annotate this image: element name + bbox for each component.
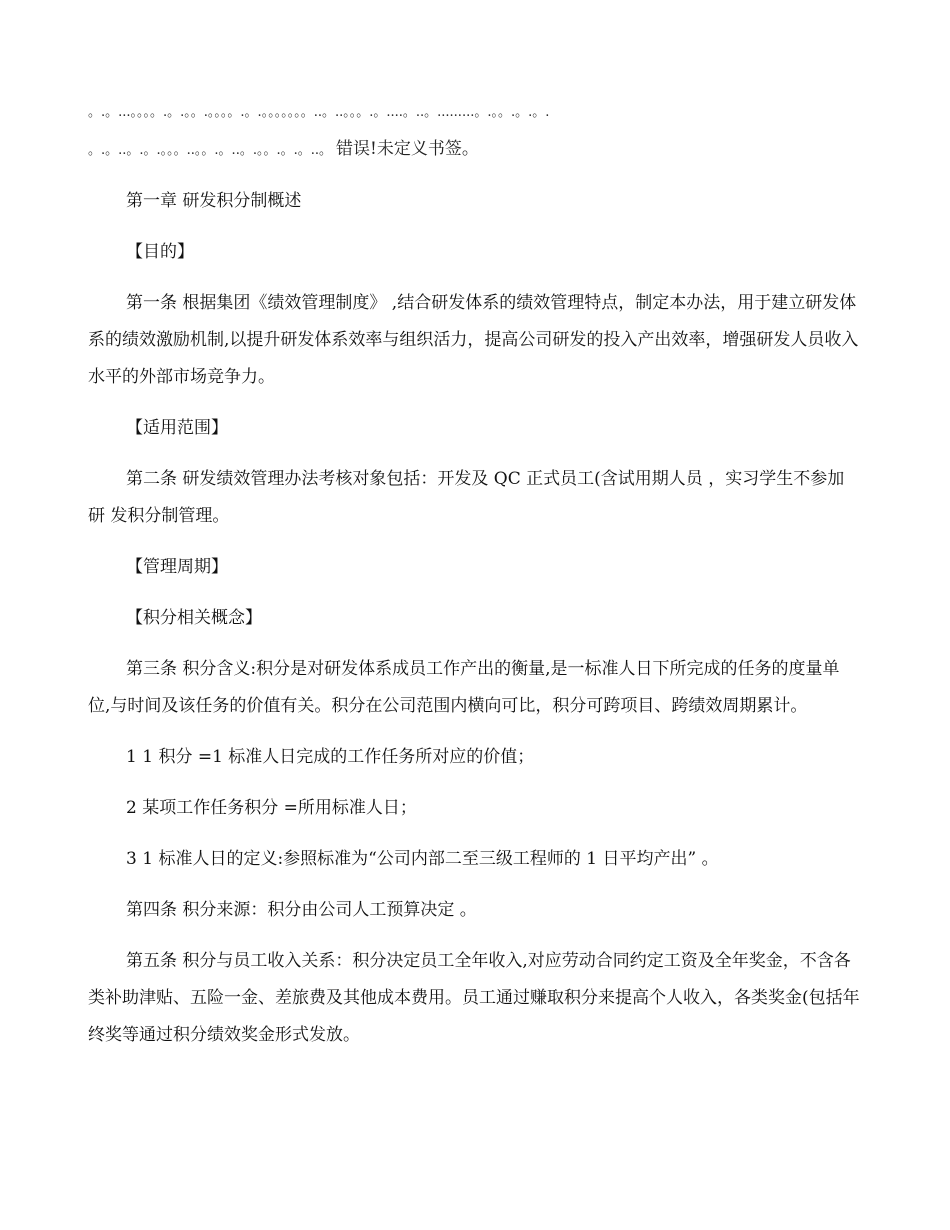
list-item-2: 2 某项工作任务积分 =所用标准人日； [126, 798, 417, 818]
toc-leader-line-2 [88, 131, 860, 169]
toc-leader-line-1: 。.。...。。。。.。.。。.。。。。.。.。。。。。。。..。..。。。.。....。..。.........。.。。.。.。. [88, 105, 550, 120]
list-item-1: 1 1 积分 =1 标准人日完成的工作任务所对应的价值； [126, 747, 535, 767]
toc-error-text: 错误!未定义书签。 [336, 139, 479, 159]
period-heading: 【管理周期】 [126, 557, 228, 577]
scope-heading: 【适用范围】 [126, 418, 228, 438]
list-item-3: 3 1 标准人日的定义:参照标准为“公司内部二至三级工程师的 1 日平均产出” 。 [126, 849, 719, 869]
article-3: 第三条 积分含义:积分是对研发体系成员工作产出的衡量,是一标准人日下所完成的任务的度量单 位,与时间及该任务的价值有关。积分在公司范围内横向可比，积分可跨项目、跨绩效周期累计。 [88, 659, 840, 716]
article-4: 第四条 积分来源：积分由公司人工预算决定 。 [126, 900, 477, 920]
chapter-title: 第一章 研发积分制概述 [126, 191, 302, 211]
article-1: 第一条 根据集团《绩效管理制度》 ,结合研发体系的绩效管理特点，制定本办法，用于建立研发体 系的绩效激励机制,以提升研发体系效率与组织活力，提高公司研发的投入产出效率，增强研发人员收入 水平的外部市场竞争力。 [88, 293, 859, 387]
document-page [88, 94, 860, 1054]
purpose-heading: 【目的】 [126, 242, 194, 262]
concept-heading: 【积分相关概念】 [126, 608, 262, 628]
toc-leader-dots: 。.。..。.。.。。。..。。.。..。.。。.。.。..。 [88, 143, 332, 158]
article-2: 第二条 研发绩效管理办法考核对象包括：开发及 QC 正式员工(含试用期人员 ，实习学生不参加研 发积分制管理。 [88, 469, 845, 526]
article-5: 第五条 积分与员工收入关系：积分决定员工全年收入,对应劳动合同约定工资及全年奖金，不含各 类补助津贴、五险一金、差旅费及其他成本费用。员工通过赚取积分来提高个人收入，各类奖金(包括年 终奖等通过积分绩效奖金形式发放。 [88, 951, 860, 1045]
